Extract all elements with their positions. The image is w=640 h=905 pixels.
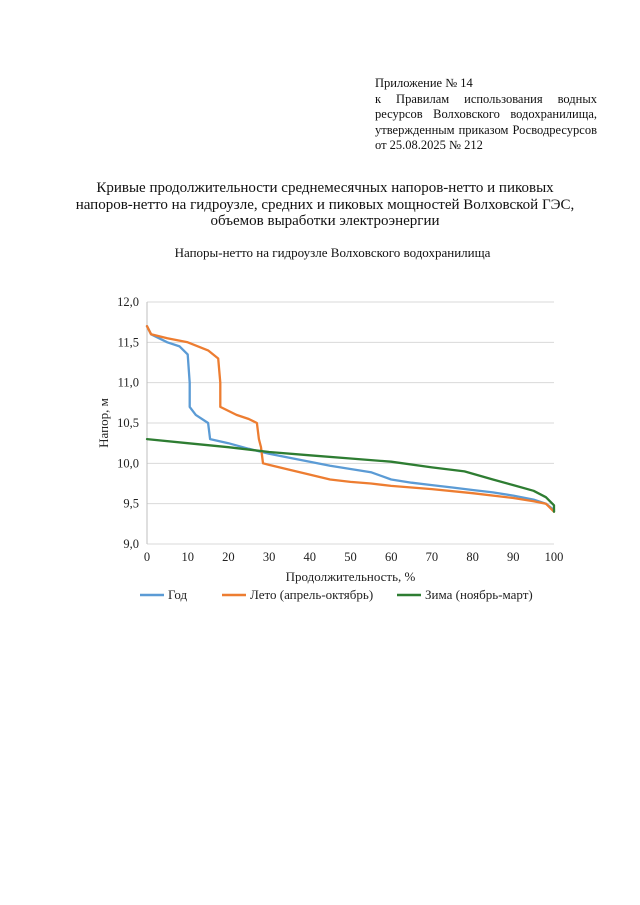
y-tick-label: 10,0 — [117, 456, 139, 471]
y-tick-label: 9,0 — [123, 537, 139, 551]
legend-label-2: Лето (апрель-октябрь) — [250, 587, 374, 602]
document-title-line-3: объемов выработки электроэнергии — [210, 213, 440, 229]
x-tick-label: 20 — [222, 550, 235, 564]
x-tick-label: 70 — [425, 550, 439, 564]
series-line-2 — [147, 326, 554, 512]
chart-title: Напоры-нетто на гидроузле Волховского водохранилища — [174, 245, 491, 260]
appendix-line-3: ресурсов Волховского водохранилища, — [375, 107, 597, 121]
document-title-line-2: напоров-нетто на гидроузле, средних и пиковых мощностей Волховской ГЭС, — [75, 196, 575, 213]
y-axis-title: Напор, м — [96, 398, 111, 448]
y-tick-label: 11,0 — [117, 375, 139, 390]
x-tick-label: 30 — [262, 550, 276, 564]
appendix-line-2: к Правилам использования водных — [375, 91, 597, 106]
x-tick-label: 90 — [507, 550, 520, 564]
legend-label-1: Год — [168, 587, 188, 602]
x-axis-title: Продолжительность, % — [285, 569, 416, 584]
x-tick-label: 50 — [344, 550, 357, 564]
x-tick-label: 40 — [303, 550, 317, 564]
y-tick-label: 11,5 — [117, 335, 139, 350]
x-tick-label: 10 — [181, 550, 194, 564]
appendix-line-4: утвержденным приказом Росводресурсов — [375, 122, 597, 137]
legend-label-3: Зима (ноябрь-март) — [425, 587, 533, 602]
x-tick-label: 80 — [466, 550, 479, 564]
y-tick-label: 9,5 — [123, 496, 139, 511]
appendix-line-1: Приложение № 14 — [375, 76, 473, 90]
series-line-3 — [147, 439, 554, 512]
x-tick-label: 0 — [143, 550, 151, 564]
x-tick-label: 60 — [384, 550, 398, 564]
y-tick-label: 10,5 — [117, 416, 139, 430]
x-tick-label: 100 — [544, 550, 564, 564]
y-tick-label: 12,0 — [117, 295, 139, 309]
appendix-line-5: от 25.08.2025 № 212 — [375, 138, 483, 152]
document-title-line-1: Кривые продолжительности среднемесячных напоров-нетто и пиковых — [96, 180, 554, 196]
